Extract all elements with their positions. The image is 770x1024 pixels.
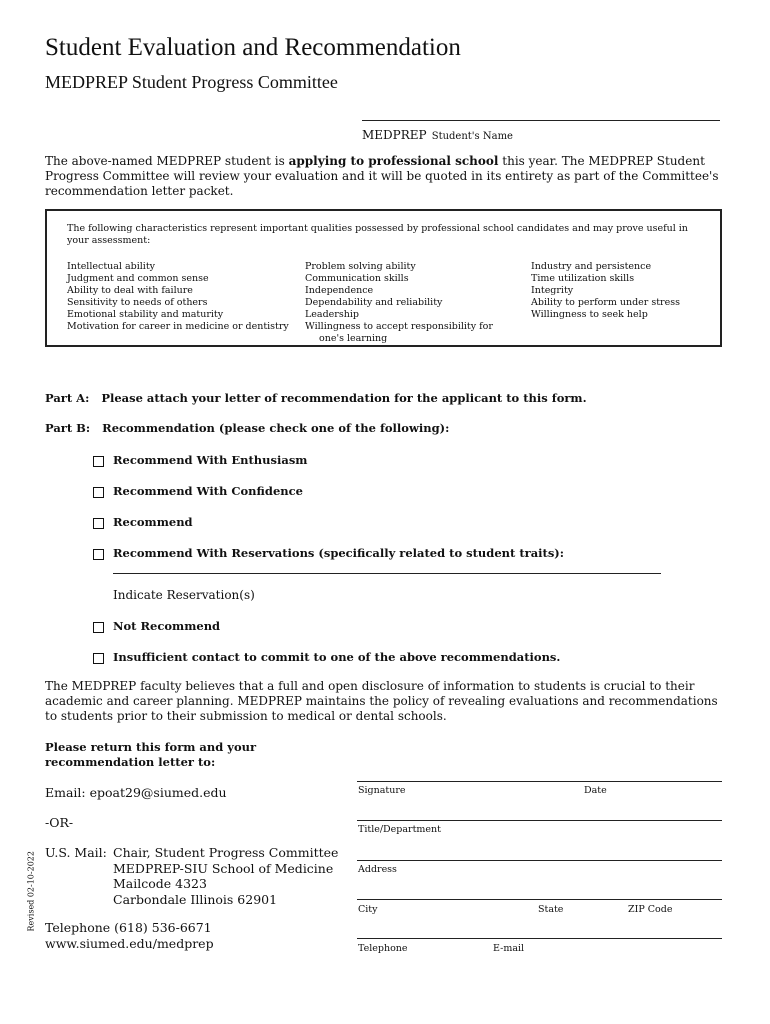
city-label: City <box>358 904 378 915</box>
address-label: Address <box>358 864 397 875</box>
characteristic-item: Willingness to seek help <box>531 309 648 320</box>
return-heading: Please return this form and your recommendation letter to: <box>45 740 257 769</box>
contact-info: Telephone (618) 536-6671 www.siumed.edu/medprep <box>45 920 214 951</box>
option-enthusiasm[interactable]: Recommend With Enthusiasm <box>93 453 307 467</box>
checkbox[interactable] <box>93 456 104 467</box>
checkbox[interactable] <box>93 653 104 664</box>
disclosure-paragraph: The MEDPREP faculty believes that a full and open disclosure of information to students is crucial to their academic and career planning. MEDPREP maintains the policy of revealing evaluations and recommendations to students prior to their submission to medical or dental schools. <box>45 679 718 723</box>
characteristics-col-1 <box>67 261 289 333</box>
student-name-label: MEDPREP Student's Name <box>362 128 513 142</box>
telephone-email-field[interactable] <box>357 938 722 939</box>
city-state-zip-field[interactable] <box>357 899 722 900</box>
characteristic-item: Communication skills <box>305 273 409 284</box>
characteristic-item: Industry and persistence <box>531 261 652 272</box>
characteristic-item: Sensitivity to needs of others <box>67 297 208 308</box>
title-department-field[interactable] <box>357 820 722 821</box>
characteristic-item: Independence <box>305 285 374 296</box>
characteristic-item: Problem solving ability <box>305 261 416 272</box>
signature-label: Signature <box>358 785 406 796</box>
intro-paragraph: The above-named MEDPREP student is applying to professional school this year. The MEDPREP Student Progress Committee will review your evaluation and it will be quoted in its entirety as part of the Committee's recommendation letter packet. <box>45 154 719 198</box>
return-email: Email: epoat29@siumed.edu <box>45 785 227 800</box>
characteristics-box <box>45 209 722 347</box>
checkbox[interactable] <box>93 622 104 633</box>
characteristic-item: Ability to deal with failure <box>67 285 193 296</box>
characteristic-item: Leadership <box>305 309 359 320</box>
characteristics-intro: The following characteristics represent important qualities possessed by professional school candidates and may prove useful in your assessment: <box>67 223 688 246</box>
option-insufficient[interactable]: Insufficient contact to commit to one of the above recommendations. <box>93 650 560 664</box>
characteristic-item-cont: one's learning <box>319 333 388 344</box>
characteristic-item: Ability to perform under stress <box>531 297 680 308</box>
option-recommend[interactable]: Recommend <box>93 515 193 529</box>
email-label: E-mail <box>493 943 525 954</box>
revised-date: Revised 02-10-2022 <box>26 851 36 932</box>
characteristics-col-3 <box>531 261 680 321</box>
characteristic-item: Willingness to accept responsibility for <box>305 321 493 332</box>
characteristic-item: Dependability and reliability <box>305 297 443 308</box>
part-b: Part B: Recommendation (please check one of the following): <box>45 421 450 435</box>
checkbox[interactable] <box>93 549 104 560</box>
reservations-field[interactable] <box>113 573 661 574</box>
address-field[interactable] <box>357 860 722 861</box>
option-not-recommend[interactable]: Not Recommend <box>93 619 220 633</box>
checkbox[interactable] <box>93 487 104 498</box>
student-name-field[interactable] <box>362 120 720 121</box>
telephone-label: Telephone <box>358 943 408 954</box>
characteristic-item: Integrity <box>531 285 574 296</box>
signature-field[interactable] <box>357 781 722 782</box>
characteristic-item: Motivation for career in medicine or dentistry <box>67 321 289 332</box>
page-subtitle: MEDPREP Student Progress Committee <box>45 72 338 92</box>
characteristic-item: Intellectual ability <box>67 261 156 272</box>
checkbox[interactable] <box>93 518 104 529</box>
characteristic-item: Emotional stability and maturity <box>67 309 224 320</box>
option-reservations[interactable]: Recommend With Reservations (specifically related to student traits): <box>93 546 564 560</box>
reservations-label: Indicate Reservation(s) <box>113 588 255 602</box>
mail-address: Chair, Student Progress Committee MEDPREP-SIU School of Medicine Mailcode 4323 Carbondale Illinois 62901 <box>113 845 339 907</box>
characteristic-item: Time utilization skills <box>531 273 635 284</box>
option-confidence[interactable]: Recommend With Confidence <box>93 484 303 498</box>
page-title: Student Evaluation and Recommendation <box>45 34 461 61</box>
date-label: Date <box>584 785 607 796</box>
or-separator: -OR- <box>45 815 74 830</box>
zip-label: ZIP Code <box>628 904 673 915</box>
state-label: State <box>538 904 564 915</box>
title-department-label: Title/Department <box>358 824 441 835</box>
characteristics-col-2 <box>305 261 493 345</box>
characteristic-item: Judgment and common sense <box>67 273 209 284</box>
part-a: Part A: Please attach your letter of recommendation for the applicant to this form. <box>45 391 587 405</box>
mail-label: U.S. Mail: <box>45 845 107 860</box>
